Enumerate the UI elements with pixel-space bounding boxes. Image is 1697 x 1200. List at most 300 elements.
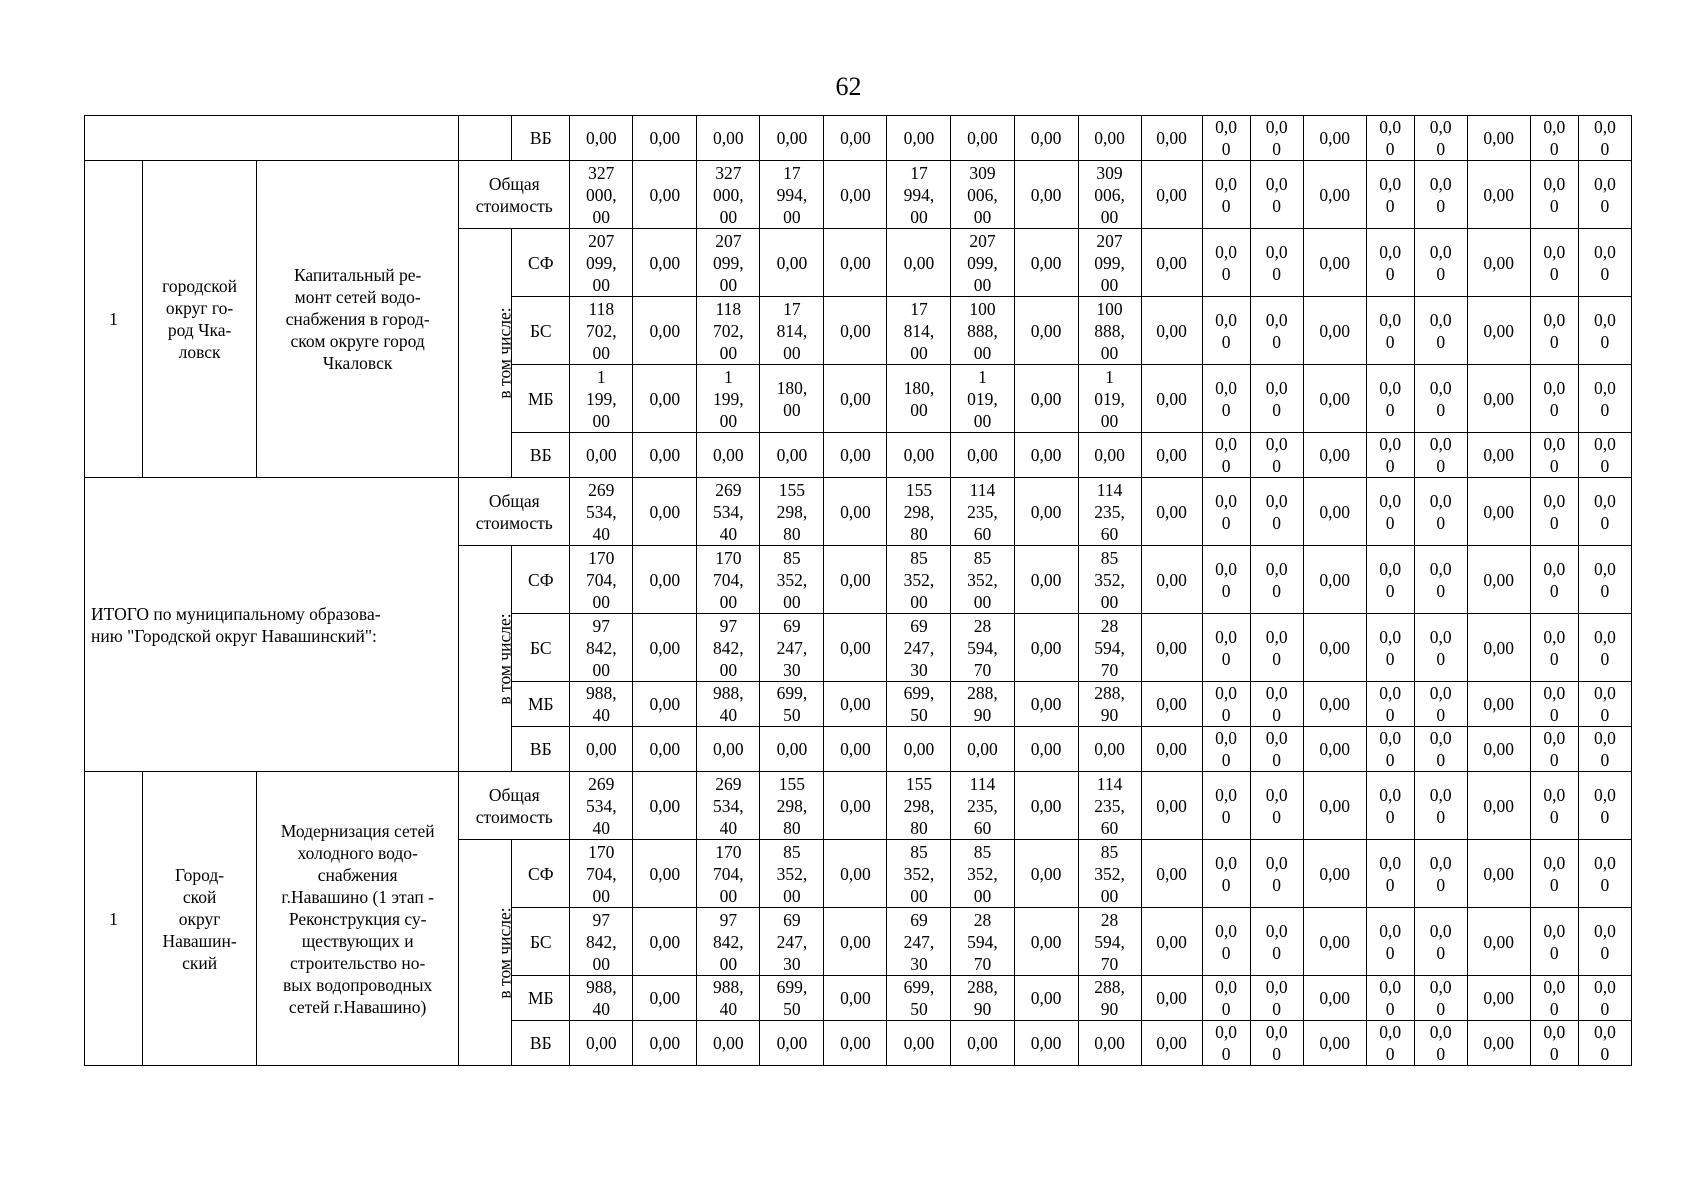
cell-line: 0 <box>1549 806 1559 827</box>
cell-line: 0 <box>1272 195 1281 216</box>
cell-line: 0,0 <box>1379 434 1402 454</box>
value-cell <box>951 365 1014 433</box>
cell-line: 0,0 <box>1429 173 1452 194</box>
cell-line: 0 <box>1385 648 1395 669</box>
cell-line: 17 <box>910 298 928 319</box>
value-cell <box>697 908 760 976</box>
value-cell <box>1366 297 1414 365</box>
cell-line: 702, <box>585 320 617 341</box>
municipality-cell <box>143 161 257 478</box>
cell-line: 0 <box>1272 942 1281 963</box>
cell-line: 70 <box>973 953 992 974</box>
value-cell <box>951 682 1014 727</box>
value-cell <box>887 546 951 614</box>
cell-line: Капитальный ре- <box>293 265 422 285</box>
value-cell: 0,00 <box>824 840 887 908</box>
cell-line: 0 <box>1600 874 1610 895</box>
cell-line: 00 <box>719 953 738 974</box>
including-label-cell <box>459 840 515 1066</box>
cell-line: 0,0 <box>1593 309 1616 330</box>
cell-line: 170 <box>715 841 742 862</box>
cell-line: 704, <box>585 863 617 884</box>
cell-line: монт сетей водо- <box>294 287 421 307</box>
cell-line: 0,0 <box>1593 683 1616 703</box>
value-cell <box>1530 772 1578 840</box>
cell-line: 0 <box>1385 456 1395 476</box>
value-cell: 0,00 <box>1014 478 1078 546</box>
value-cell: 0,00 <box>1014 976 1078 1021</box>
cell-line: 269 <box>588 773 615 794</box>
cell-line: 0,0 <box>1215 1022 1238 1042</box>
cell-line: 1 <box>596 366 606 387</box>
value-cell: 0,00 <box>824 365 887 433</box>
cell-line: 00 <box>592 953 611 974</box>
cell-line: 0,0 <box>1379 784 1402 805</box>
value-cell <box>1414 297 1467 365</box>
cell-line: 00 <box>910 885 928 906</box>
cell-line: 0 <box>1436 580 1446 601</box>
total-cost-label <box>459 772 570 840</box>
cell-line: 0 <box>1600 195 1610 216</box>
cell-line: 0 <box>1272 399 1281 420</box>
value-cell: 0,00 <box>1467 546 1530 614</box>
cell-line: 0 <box>1600 456 1610 476</box>
cell-line: 170 <box>715 547 742 568</box>
value-cell: 0,00 <box>697 1021 760 1066</box>
cell-line: 0 <box>1385 1044 1395 1064</box>
cell-line: 0,0 <box>1379 626 1402 647</box>
value-cell: 0,00 <box>633 229 697 297</box>
including-label: в том числе: <box>494 612 515 705</box>
value-cell <box>951 976 1014 1021</box>
value-cell: 0,00 <box>1141 682 1202 727</box>
cell-line: 00 <box>973 274 992 295</box>
cell-line: 888, <box>1094 320 1125 341</box>
value-cell: 0,00 <box>697 116 760 161</box>
value-cell: 0,00 <box>1014 116 1078 161</box>
group-total-label <box>85 478 459 772</box>
cell-line: 247, <box>903 637 935 658</box>
value-cell: 0,00 <box>1141 297 1202 365</box>
page-number: 62 <box>835 72 862 101</box>
cell-line: 0,0 <box>1215 309 1238 330</box>
cell-line: 0,0 <box>1429 558 1452 579</box>
value-cell <box>1366 365 1414 433</box>
cell-line: 118 <box>588 298 615 319</box>
project-name-cell <box>257 161 459 478</box>
cell-line: снабжения в город- <box>285 309 430 329</box>
cell-line: 0,0 <box>1543 558 1566 579</box>
cell-line: 00 <box>1100 410 1119 431</box>
cell-line: 0 <box>1549 705 1559 725</box>
value-cell <box>951 772 1014 840</box>
value-cell <box>1414 727 1467 772</box>
cell-line: 0 <box>1385 263 1395 284</box>
cell-line: ском округе город <box>290 331 425 351</box>
cell-line: 0,0 <box>1265 977 1288 997</box>
cell-line: сетей г.Навашино) <box>288 996 427 1017</box>
cell-line: 0,0 <box>1543 490 1566 511</box>
value-cell: 0,00 <box>1014 1021 1078 1066</box>
cell-line: 00 <box>592 342 611 363</box>
cell-line: 0 <box>1272 806 1281 827</box>
value-cell <box>570 908 633 976</box>
cell-line: Чкаловск <box>322 353 393 373</box>
value-cell <box>1366 840 1414 908</box>
value-cell: 0,00 <box>1141 161 1202 229</box>
value-cell: 0,00 <box>824 908 887 976</box>
value-cell: 0,00 <box>1141 478 1202 546</box>
value-cell: 0,00 <box>1141 229 1202 297</box>
source-label: СФ <box>512 546 570 614</box>
cell-line: 0,0 <box>1215 784 1238 805</box>
value-cell: 0,00 <box>887 433 951 478</box>
cell-line: 099, <box>713 252 744 273</box>
value-cell <box>760 840 824 908</box>
cell-line: 298, <box>776 795 808 816</box>
cell-line: 0 <box>1436 705 1446 725</box>
cell-line: 97 <box>719 615 738 636</box>
value-cell <box>760 772 824 840</box>
cell-line: 00 <box>719 591 738 612</box>
cell-line: 534, <box>585 795 617 816</box>
cell-line: 0,0 <box>1379 728 1402 748</box>
value-cell <box>1530 546 1578 614</box>
cell-line: 994, <box>776 184 808 205</box>
cell-line: 100 <box>1096 298 1123 319</box>
value-cell: 0,00 <box>1014 229 1078 297</box>
value-cell <box>1250 1021 1303 1066</box>
value-cell: 0,00 <box>824 546 887 614</box>
value-cell <box>1250 297 1303 365</box>
value-cell <box>1078 682 1141 727</box>
cell-line: городской <box>162 276 237 296</box>
value-cell <box>1414 614 1467 682</box>
cell-line: 0 <box>1436 1044 1446 1064</box>
value-cell <box>887 365 951 433</box>
cell-line: 352, <box>776 863 808 884</box>
value-cell: 0,00 <box>1467 976 1530 1021</box>
value-cell <box>1366 614 1414 682</box>
cell-line: 298, <box>776 501 808 522</box>
cell-line: 00 <box>719 885 738 906</box>
cell-line: 0,0 <box>1379 309 1402 330</box>
cell-line: 114 <box>969 479 996 500</box>
cell-line: 0,0 <box>1593 117 1616 137</box>
cell-line: 0 <box>1385 705 1395 725</box>
value-cell: 0,00 <box>570 116 633 161</box>
value-cell <box>1530 1021 1578 1066</box>
cell-line: 0,0 <box>1265 1022 1288 1042</box>
cell-line: 842, <box>585 931 617 952</box>
cell-line: 17 <box>783 298 801 319</box>
value-cell <box>1530 682 1578 727</box>
cell-line: 00 <box>592 659 611 680</box>
value-cell <box>1578 614 1631 682</box>
source-label: ВБ <box>512 1021 570 1066</box>
cell-line: 85 <box>973 547 992 568</box>
cell-line: 1 <box>978 366 987 387</box>
cell-line: 00 <box>910 206 928 227</box>
value-cell <box>697 478 760 546</box>
cell-line: 0,0 <box>1543 377 1566 398</box>
cell-line: 0,0 <box>1429 434 1452 454</box>
cell-line: 00 <box>1100 885 1119 906</box>
cell-line: 0 <box>1600 942 1610 963</box>
cell-line: 0,0 <box>1379 977 1402 997</box>
source-label: БС <box>512 908 570 976</box>
cell-line: 0,0 <box>1379 683 1402 703</box>
cell-line: 0 <box>1549 456 1559 476</box>
cell-line: 0 <box>1272 456 1281 476</box>
value-cell <box>1250 116 1303 161</box>
cell-line: 0 <box>1221 139 1231 159</box>
value-cell <box>1250 840 1303 908</box>
value-cell: 0,00 <box>1467 161 1530 229</box>
value-cell <box>570 772 633 840</box>
cell-line: 0 <box>1221 874 1231 895</box>
value-cell <box>570 229 633 297</box>
cell-line: 235, <box>967 795 998 816</box>
value-cell: 0,00 <box>633 840 697 908</box>
cell-line: 0 <box>1221 263 1231 284</box>
source-label: ВБ <box>512 116 570 161</box>
value-cell <box>1530 116 1578 161</box>
cell-line: 85 <box>783 547 801 568</box>
cell-line: 352, <box>967 569 998 590</box>
value-cell: 0,00 <box>1467 840 1530 908</box>
value-cell <box>570 682 633 727</box>
source-label: ВБ <box>512 727 570 772</box>
cell-line: 00 <box>973 885 992 906</box>
value-cell <box>1578 433 1631 478</box>
cell-line: 0,0 <box>1593 728 1616 748</box>
cell-line: 17 <box>910 162 928 183</box>
value-cell: 0,00 <box>1303 229 1366 297</box>
cell-line: 352, <box>903 569 935 590</box>
cell-line: 0,0 <box>1543 728 1566 748</box>
value-cell <box>1078 614 1141 682</box>
project-name-cell <box>257 772 459 1066</box>
cell-line: 0 <box>1221 648 1231 669</box>
cell-line: 0 <box>1221 1044 1231 1064</box>
cell-line: 235, <box>1094 795 1125 816</box>
cell-line: 70 <box>1100 659 1119 680</box>
value-cell <box>760 297 824 365</box>
value-cell: 0,00 <box>1303 727 1366 772</box>
value-cell: 0,00 <box>633 546 697 614</box>
cell-line: 0 <box>1272 999 1281 1019</box>
cell-line: 50 <box>910 999 928 1019</box>
table-row <box>85 161 1632 229</box>
cell-line: 00 <box>783 342 801 363</box>
cell-line: 00 <box>1100 274 1119 295</box>
value-cell: 0,00 <box>633 116 697 161</box>
cell-line: 0 <box>1272 1044 1281 1064</box>
value-cell <box>1250 682 1303 727</box>
value-cell: 0,00 <box>633 908 697 976</box>
value-cell <box>1530 614 1578 682</box>
cell-line: 0 <box>1385 195 1395 216</box>
value-cell: 0,00 <box>760 727 824 772</box>
value-cell <box>1078 908 1141 976</box>
value-cell: 0,00 <box>951 116 1014 161</box>
cell-line: 0,0 <box>1429 241 1452 262</box>
source-label: МБ <box>512 365 570 433</box>
cell-line: 0 <box>1600 512 1610 533</box>
cell-line: 00 <box>783 206 801 227</box>
value-cell: 0,00 <box>1467 682 1530 727</box>
value-cell <box>1250 161 1303 229</box>
cell-line: 0,0 <box>1265 309 1288 330</box>
cell-line: 30 <box>783 659 801 680</box>
value-cell <box>1078 161 1141 229</box>
value-cell <box>1414 478 1467 546</box>
cell-line: 00 <box>592 410 611 431</box>
cell-line: 019, <box>967 388 998 409</box>
cell-line: 0 <box>1221 806 1231 827</box>
cell-line: 40 <box>592 523 611 544</box>
value-cell <box>951 614 1014 682</box>
value-cell: 0,00 <box>1141 772 1202 840</box>
source-label: БС <box>512 297 570 365</box>
value-cell <box>1202 161 1250 229</box>
cell-line: 207 <box>969 230 996 251</box>
value-cell: 0,00 <box>1467 433 1530 478</box>
cell-line: 155 <box>905 479 933 500</box>
cell-line: 30 <box>783 953 801 974</box>
cell-line: 0 <box>1600 1044 1610 1064</box>
cell-line: 170 <box>588 547 615 568</box>
value-cell: 0,00 <box>1303 433 1366 478</box>
value-cell: 0,00 <box>760 433 824 478</box>
cell-line: 0,0 <box>1379 490 1402 511</box>
cell-line: 0 <box>1436 806 1446 827</box>
value-cell <box>1530 433 1578 478</box>
cell-line: Навашин- <box>162 930 237 951</box>
value-cell <box>1202 229 1250 297</box>
cell-line: 30 <box>910 659 928 680</box>
cell-line: 352, <box>903 863 935 884</box>
value-cell: 0,00 <box>951 1021 1014 1066</box>
value-cell: 0,00 <box>1467 727 1530 772</box>
value-cell <box>1414 840 1467 908</box>
cell-line: 352, <box>1094 569 1125 590</box>
cell-line: 0,0 <box>1265 683 1288 703</box>
cell-line: 40 <box>592 999 611 1019</box>
value-cell <box>1414 433 1467 478</box>
cell-line: ской <box>182 886 217 907</box>
value-cell <box>1202 1021 1250 1066</box>
value-cell <box>1578 546 1631 614</box>
value-cell <box>1202 772 1250 840</box>
cell-line: 099, <box>1094 252 1125 273</box>
value-cell <box>1250 727 1303 772</box>
cell-line: 0 <box>1549 512 1559 533</box>
cell-line: 0 <box>1221 750 1231 770</box>
value-cell: 0,00 <box>824 297 887 365</box>
value-cell <box>887 297 951 365</box>
cell-line: 702, <box>713 320 744 341</box>
cell-line: г.Навашино (1 этап - <box>281 886 434 907</box>
value-cell <box>1530 727 1578 772</box>
cell-line: 69 <box>910 615 928 636</box>
value-cell: 0,00 <box>1078 116 1141 161</box>
cell-line: 0 <box>1385 942 1395 963</box>
value-cell <box>1530 908 1578 976</box>
cell-line: Модернизация сетей <box>280 820 435 841</box>
cell-line: 0 <box>1549 263 1559 284</box>
cell-line: 235, <box>1094 501 1125 522</box>
cell-line: 0 <box>1600 580 1610 601</box>
cell-line: 0,0 <box>1593 558 1616 579</box>
cell-line: 0 <box>1221 580 1231 601</box>
value-cell: 0,00 <box>697 727 760 772</box>
value-cell <box>1530 840 1578 908</box>
value-cell <box>1366 772 1414 840</box>
value-cell <box>951 840 1014 908</box>
source-label: БС <box>512 614 570 682</box>
cell-line: 0 <box>1600 263 1610 284</box>
cell-line: 0 <box>1549 580 1559 601</box>
value-cell: 0,00 <box>1467 297 1530 365</box>
value-cell: 0,00 <box>1014 297 1078 365</box>
value-cell: 0,00 <box>1303 478 1366 546</box>
value-cell <box>1530 161 1578 229</box>
value-cell <box>570 161 633 229</box>
cell-line: 0 <box>1549 331 1559 352</box>
cell-line: 0 <box>1436 750 1446 770</box>
cell-line: 0 <box>1385 806 1395 827</box>
value-cell <box>697 682 760 727</box>
cell-line: 0,0 <box>1265 920 1288 941</box>
cell-line: 099, <box>585 252 617 273</box>
cell-line: 0,0 <box>1593 626 1616 647</box>
value-cell <box>1202 433 1250 478</box>
cell-line: 0,0 <box>1215 626 1238 647</box>
source-label: ВБ <box>512 433 570 478</box>
value-cell: 0,00 <box>760 116 824 161</box>
cell-line: 247, <box>903 931 935 952</box>
cell-line: 28 <box>973 615 992 636</box>
cell-line: 699, <box>903 683 935 703</box>
cell-line: 180, <box>776 377 808 398</box>
cell-line: 00 <box>973 591 992 612</box>
cell-line: 0,0 <box>1215 558 1238 579</box>
cell-line: 97 <box>719 909 738 930</box>
value-cell: 0,00 <box>1141 1021 1202 1066</box>
cell-line: 594, <box>1094 637 1125 658</box>
value-cell <box>1578 1021 1631 1066</box>
cell-line: 842, <box>713 637 744 658</box>
cell-line: 0 <box>1385 399 1395 420</box>
cell-line: 0 <box>1436 942 1446 963</box>
cell-line: 327 <box>715 162 742 183</box>
value-cell <box>1366 727 1414 772</box>
cell-line: 00 <box>783 885 801 906</box>
value-cell: 0,00 <box>570 433 633 478</box>
value-cell <box>1578 840 1631 908</box>
cell-line: 0,0 <box>1265 626 1288 647</box>
value-cell <box>887 682 951 727</box>
cell-line: 00 <box>910 399 928 420</box>
value-cell <box>1078 546 1141 614</box>
value-cell: 0,00 <box>633 433 697 478</box>
cell-line: 699, <box>903 977 935 997</box>
cell-line: 30 <box>910 953 928 974</box>
cell-line: 0,0 <box>1543 920 1566 941</box>
cell-line: 69 <box>783 909 801 930</box>
